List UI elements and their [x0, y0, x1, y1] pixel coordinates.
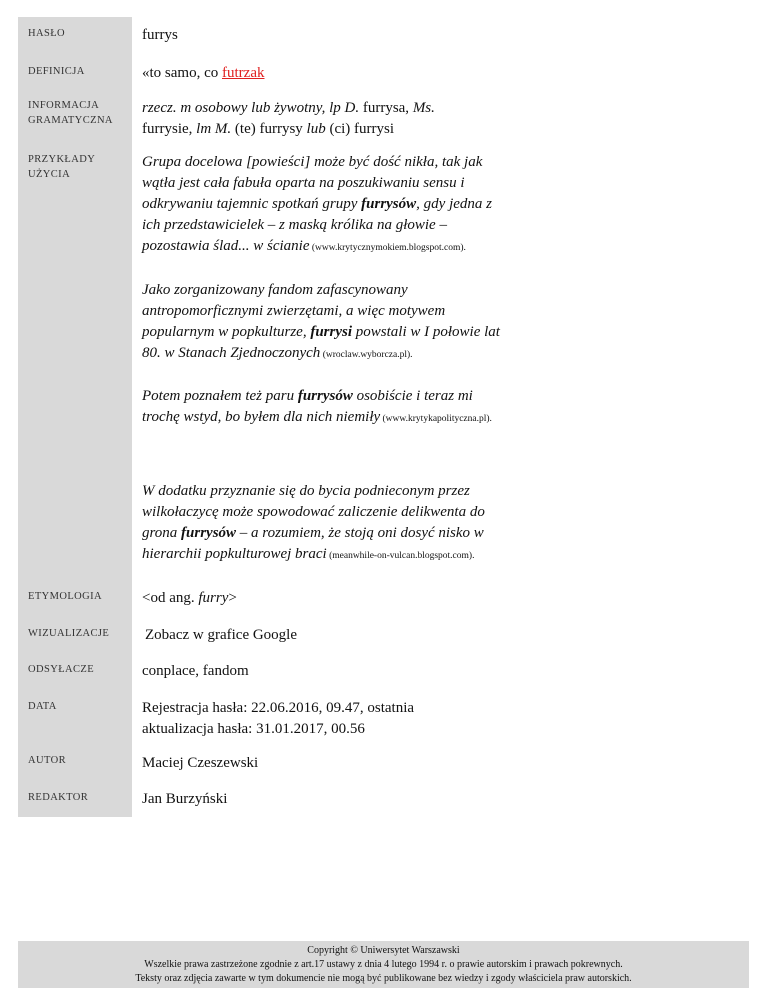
grammar-part: Ms. [412, 100, 435, 116]
example-keyword: furrysów [361, 196, 417, 212]
example-4 [142, 481, 512, 567]
footer-line-3: Teksty oraz zdjęcia zawarte w tym dokumencie nie mogą być publikowane bez wiedzy i zgody właściciela praw autorskich. [135, 973, 632, 984]
grammar-part: furrysie, [142, 121, 197, 137]
label-column-background [18, 17, 132, 817]
label-odsylacze: ODSYŁACZE [28, 664, 95, 675]
etymology-suffix: > [228, 590, 237, 606]
example-1 [142, 152, 512, 259]
definition-prefix: «to samo, co [142, 65, 222, 81]
example-text: , gdy jedna z ich przedstawicielek – z maską królika na głowie – pozostawia ślad... w ścianie [142, 196, 492, 254]
example-text: Grupa docelowa [powieści] może być dość nikła, tak jak wątła jest cała fabuła oparta na poszukiwaniu sensu i odkrywaniu tajemnic spotkań grupy [142, 154, 483, 212]
cross-references: conplace, fandom [142, 663, 249, 679]
grammar-part: (te) furrysy [231, 121, 307, 137]
label-autor: AUTOR [28, 755, 66, 766]
google-images-link[interactable]: Zobacz w grafice Google [145, 627, 298, 643]
editor-name: Jan Burzyński [142, 791, 228, 807]
grammar-part: (ci) furrysi [325, 121, 395, 137]
footer-line-1: Copyright © Uniwersytet Warszawski [307, 945, 460, 956]
label-etymologia: ETYMOLOGIA [28, 591, 102, 602]
label-przyklady-uzycia [28, 152, 95, 182]
footer-line-2: Wszelkie prawa zastrzeżone zgodnie z art.17 ustawy z dnia 4 lutego 1994 r. o prawie autorskim i prawach pokrewnych. [144, 959, 623, 970]
example-keyword: furrysów [181, 525, 237, 541]
entry-dates [142, 698, 512, 740]
example-text: Jako zorganizowany fandom zafascynowany antropomorficznymi zwierzętami, a więc motywem popularnym w popkulturze, [142, 282, 446, 340]
etymology [142, 588, 512, 609]
example-source: (www.krytycznymokiem.blogspot.com). [309, 243, 466, 253]
label-redaktor: REDAKTOR [28, 792, 89, 803]
example-source: (meanwhile-on-vulcan.blogspot.com). [326, 551, 475, 561]
date-line-2: aktualizacja hasła: 31.01.2017, 00.56 [142, 721, 365, 737]
etymology-prefix: <od ang. [142, 590, 199, 606]
grammar-part: furrysa, [359, 100, 413, 116]
headword: furrys [142, 27, 178, 43]
example-text: – a rozumiem, że stoją oni dosyć nisko w hierarchii popkulturowej braci [142, 525, 484, 562]
example-2 [142, 280, 512, 366]
label-informacja-line1: INFORMACJA [28, 100, 100, 111]
grammar-part: lm M. [196, 121, 232, 137]
date-line-1: Rejestracja hasła: 22.06.2016, 09.47, ostatnia [142, 700, 415, 716]
example-text: powstali w I połowie lat 80. w Stanach Zjednoczonych [142, 324, 500, 361]
example-source: (www.krytykapolityczna.pl). [380, 414, 492, 424]
label-data: DATA [28, 701, 57, 712]
label-definicja: DEFINICJA [28, 66, 85, 77]
author-name: Maciej Czeszewski [142, 755, 259, 771]
label-wizualizacje: WIZUALIZACJE [28, 628, 110, 639]
example-source: (wroclaw.wyborcza.pl). [320, 350, 413, 360]
label-informacja-line2: GRAMATYCZNA [28, 115, 113, 126]
example-text: Potem poznałem też paru [142, 388, 298, 404]
label-przyklady-line2: UŻYCIA [28, 169, 71, 180]
grammar-info [142, 98, 512, 140]
example-keyword: furrysów [297, 388, 353, 404]
grammar-part: rzecz. m osobowy lub żywotny, lp D. [142, 100, 360, 116]
copyright-footer [18, 941, 749, 988]
example-keyword: furrysi [310, 324, 353, 340]
label-informacja-gramatyczna [28, 98, 113, 128]
definition-link-futrzak[interactable]: futrzak [222, 65, 265, 81]
definition [142, 63, 512, 84]
example-3 [142, 386, 512, 430]
label-haslo: HASŁO [28, 28, 66, 39]
example-text: osobiście i teraz mi trochę wstyd, bo byłem dla nich niemiły [142, 388, 473, 425]
etymology-word: furry [198, 590, 229, 606]
example-text: W dodatku przyznanie się do bycia podnieconym przez wilkołaczycę może spowodować zaliczenie delikwenta do grona [142, 483, 485, 541]
grammar-part: lub [306, 121, 326, 137]
label-przyklady-line1: PRZYKŁADY [28, 154, 96, 165]
